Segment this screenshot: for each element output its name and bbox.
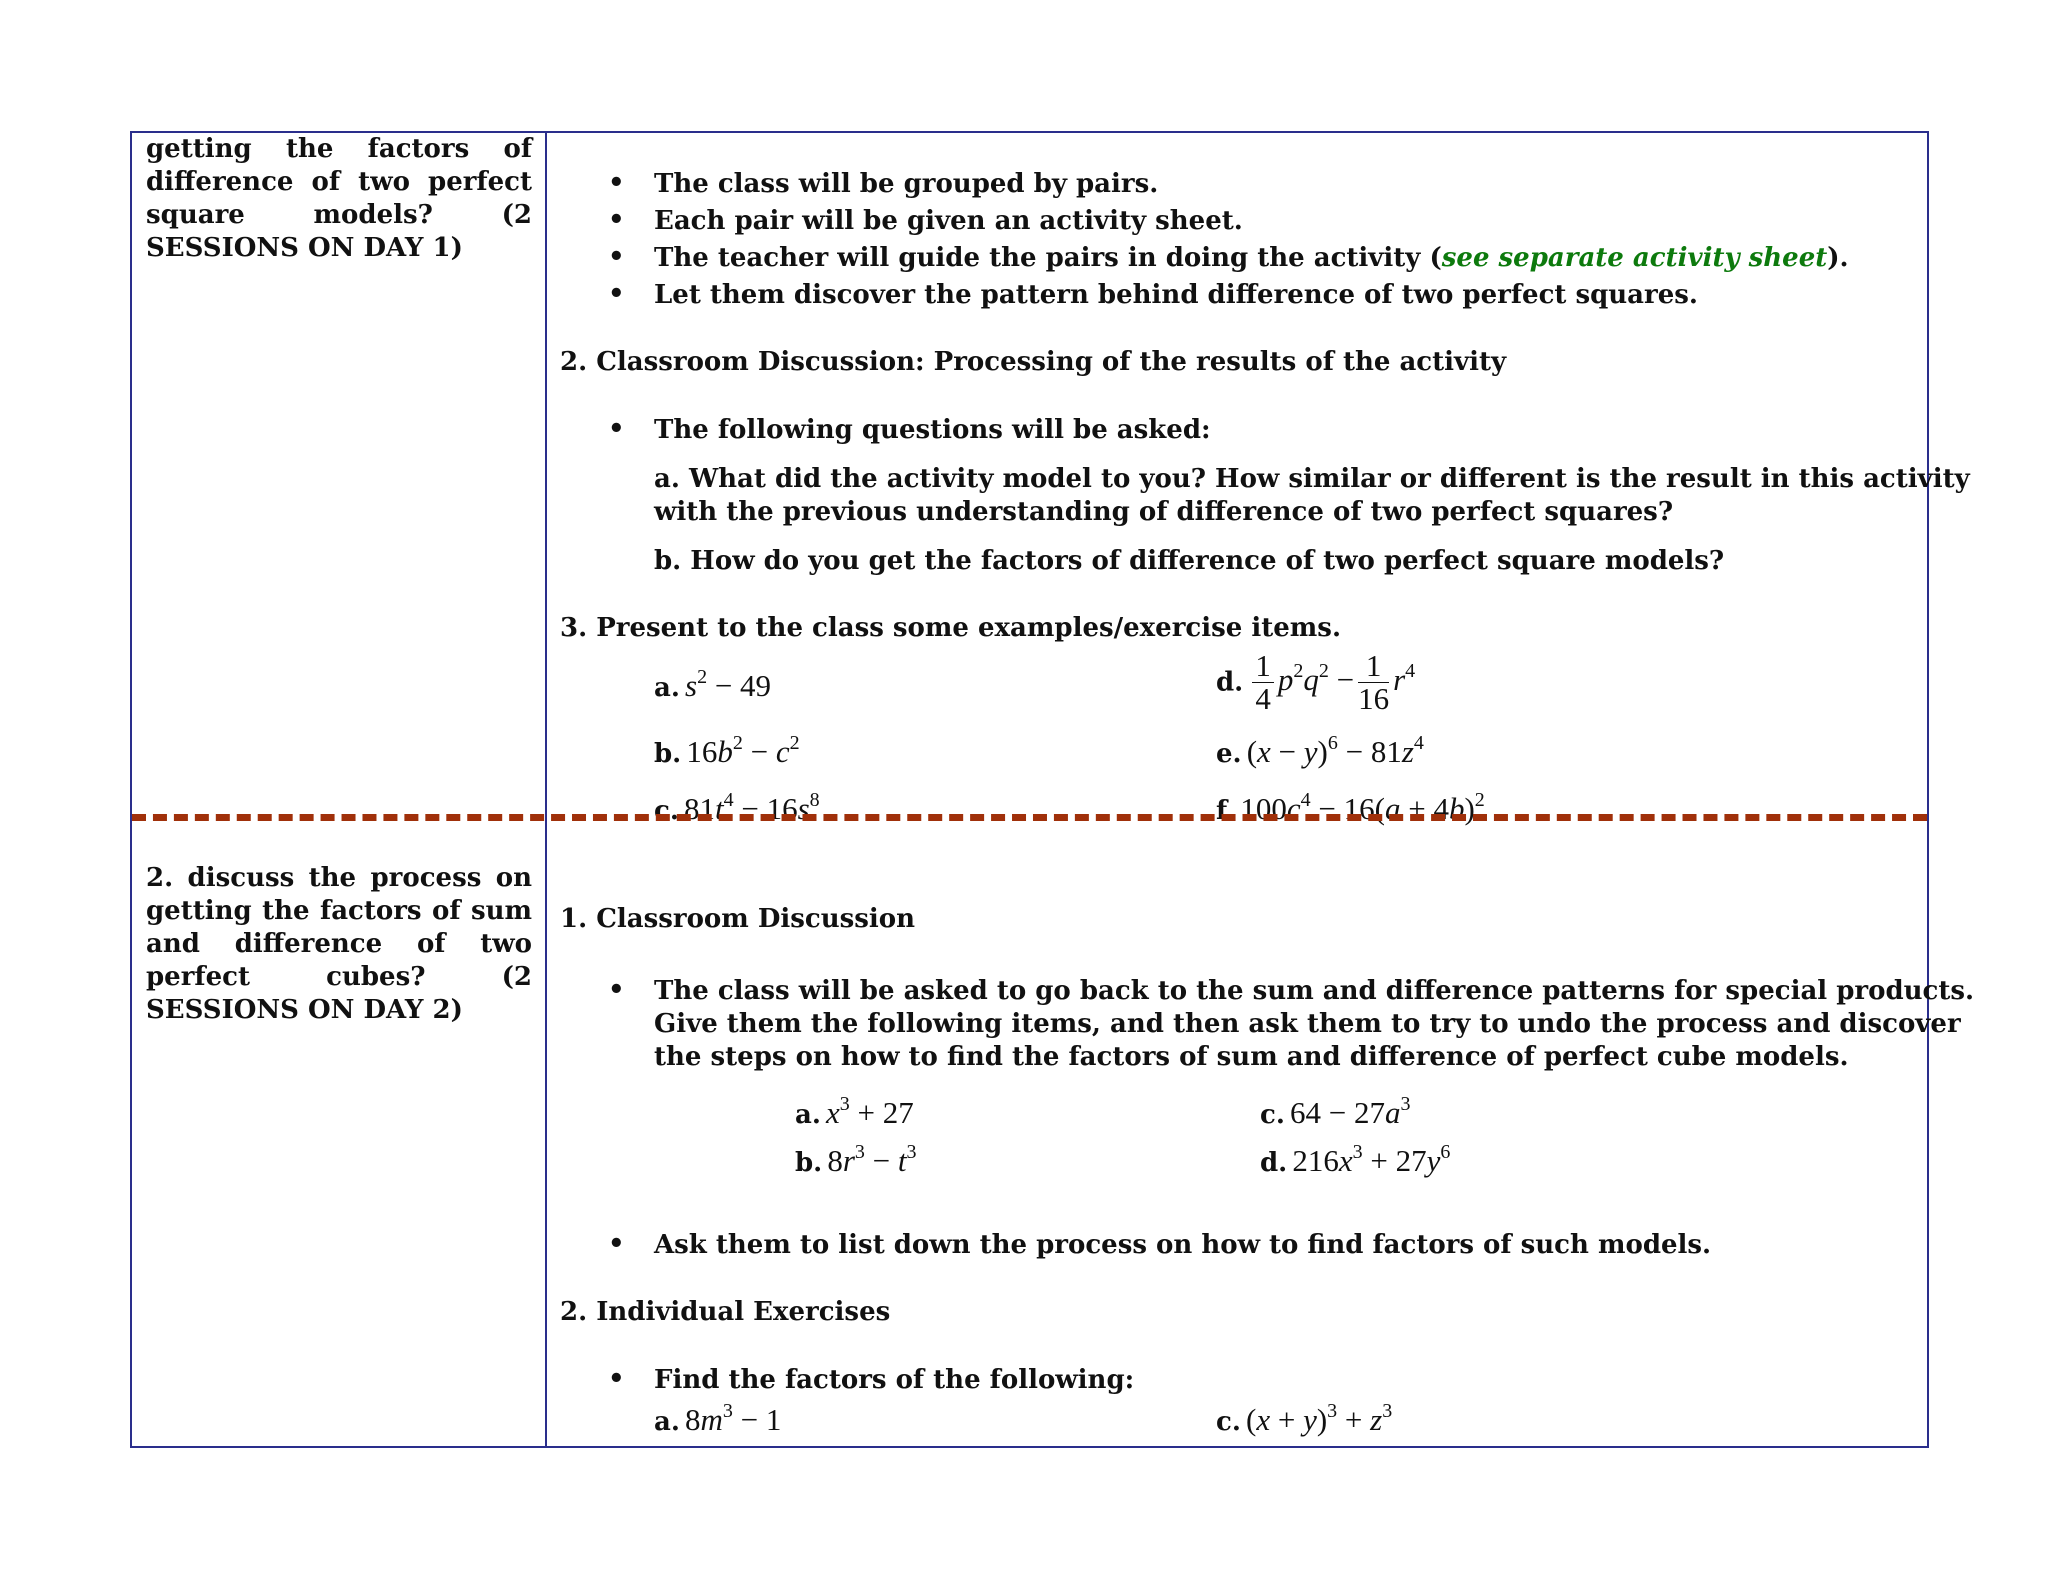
example-b: b. $16b^2 - c^2$ [654,732,800,769]
section-heading: 2. Individual Exercises [560,1297,891,1327]
item-b: b. $8r^3 - t^3$ [795,1141,917,1178]
list-item: Let them discover the pattern behind difference of two perfect squares. [654,280,1698,310]
exercise-c: c. $(x + y)^3 + z^3$ [1216,1400,1393,1437]
question-a-cont: with the previous understanding of difference of two perfect squares? [654,497,1674,527]
activity-sheet-link[interactable]: see separate activity sheet [1441,243,1828,273]
section-heading: 3. Present to the class some examples/exercise items. [560,613,1341,643]
bullet: • [608,168,625,198]
bullet: • [608,242,625,272]
exercise-a: a. $8m^3 - 1$ [654,1400,782,1437]
example-a: a. $s^2 - 49$ [654,666,772,703]
item-c: c. $64 - 27a^3$ [1260,1093,1411,1130]
item-a: a. $x^3 + 27$ [795,1093,914,1130]
left-cell-objective-1: getting the factors of difference of two perfect square models? (2 SESSIONS ON DAY 1) [146,134,532,263]
item-d: d. $216x^3 + 27y^6$ [1260,1141,1451,1178]
list-item-cont: Give them the following items, and then ask them to try to undo the process and discover [654,1009,1961,1039]
example-f: f. $100c^4 - 16(a + 4b)^2$ [1216,789,1485,826]
section-heading: 1. Classroom Discussion [560,904,916,934]
left-cell-objective-2: 2. discuss the process on getting the factors of sum and difference of two perfect cubes? (2 SESSIONS ON DAY 2) [146,863,532,1025]
example-c: c. $81t^4 - 16s^8$ [654,789,820,826]
list-item: Find the factors of the following: [654,1365,1135,1395]
list-item: The class will be grouped by pairs. [654,169,1159,199]
list-item: Each pair will be given an activity sheet. [654,206,1243,236]
section-heading: 2. Classroom Discussion: Processing of the results of the activity [560,347,1507,377]
page-break-divider [132,814,1927,821]
bullet: • [608,279,625,309]
list-item: The teacher will guide the pairs in doing the activity (see separate activity sheet). [654,243,1849,273]
list-item-cont: the steps on how to find the factors of sum and difference of perfect cube models. [654,1042,1849,1072]
example-d: d. $\frac{1}{4}$ $p^2q^2$ − $\frac{1}{16}$ $r^4$ [1216,648,1416,716]
bullet: • [608,414,625,444]
question-b: b. How do you get the factors of difference of two perfect square models? [654,546,1725,576]
bullet: • [608,205,625,235]
bullet: • [608,975,625,1005]
list-item: The following questions will be asked: [654,415,1211,445]
bullet: • [608,1229,625,1259]
list-item: Ask them to list down the process on how to find factors of such models. [654,1230,1712,1260]
example-e: e. $(x - y)^6 - 81z^4$ [1216,732,1424,769]
bullet: • [608,1364,625,1394]
list-item: The class will be asked to go back to the sum and difference patterns for special products. [654,976,1975,1006]
column-divider [545,131,547,1448]
question-a: a. What did the activity model to you? How similar or different is the result in this activity [654,464,1970,494]
